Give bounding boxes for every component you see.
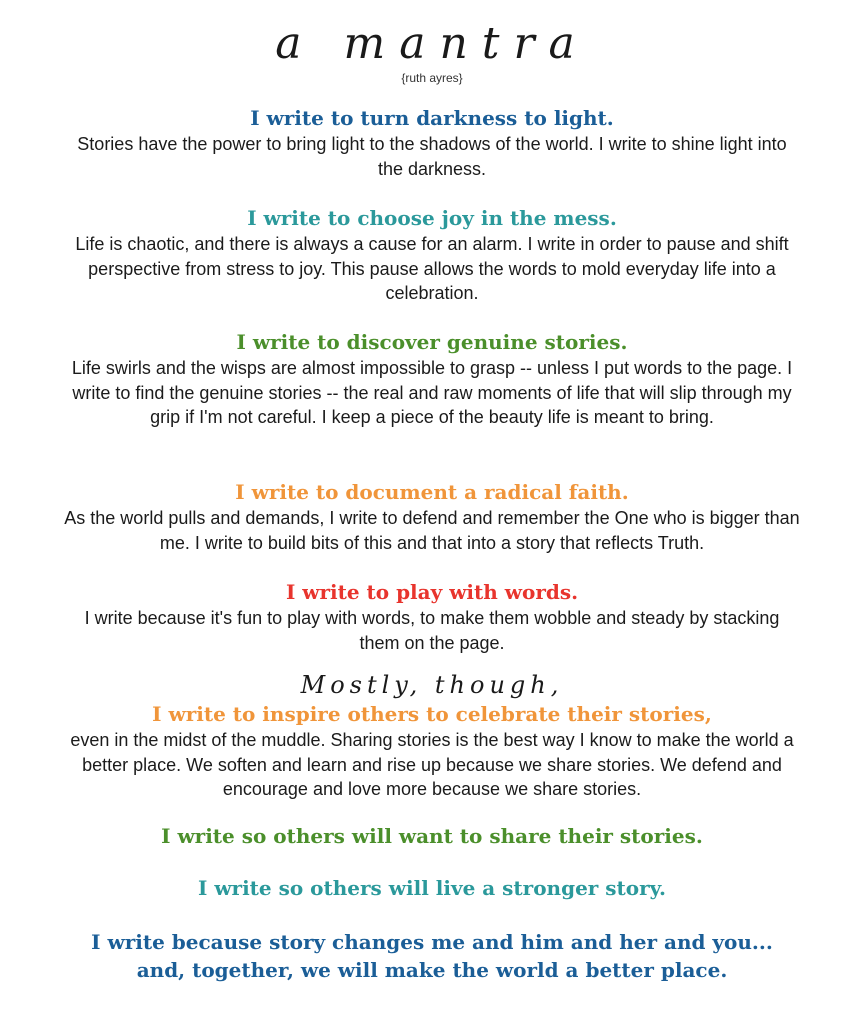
heading-radical-faith: I write to document a radical faith.	[235, 480, 629, 504]
body-darkness-to-light: Stories have the power to bring light to the shadows of the world. I write to shine light into the darkness.	[77, 134, 787, 179]
body-play-with-words: I write because it's fun to play with words, to make them wobble and steady by stacking them on the page.	[84, 608, 780, 653]
closing-story-changes-me: I write because story changes me and him and her and you...	[91, 930, 773, 954]
heading-genuine-stories: I write to discover genuine stories.	[236, 330, 628, 354]
heading-play-with-words: I write to play with words.	[285, 580, 579, 604]
body-genuine-stories: Life swirls and the wisps are almost impossible to grasp -- unless I put words to the page. I write to find the genuine stories -- the real and raw moments of life that will slip through my grip if I'm not careful. I keep a piece of the beauty life is meant to bring.	[71, 358, 793, 427]
page-title: a mantra	[275, 18, 589, 69]
mostly-though-script: Mostly, though,	[300, 671, 564, 699]
heading-inspire-others: I write to inspire others to celebrate their stories,	[152, 702, 712, 726]
heading-joy-in-mess: I write to choose joy in the mess.	[247, 206, 617, 230]
closing-better-place: and, together, we will make the world a better place.	[136, 958, 728, 982]
author-byline: {ruth ayres}	[401, 71, 463, 85]
closing-stronger-story: I write so others will live a stronger story.	[198, 876, 666, 900]
body-radical-faith: As the world pulls and demands, I write to defend and remember the One who is bigger than me. I write to build bits of this and that into a story that reflects Truth.	[64, 508, 800, 553]
heading-darkness-to-light: I write to turn darkness to light.	[250, 106, 614, 130]
closing-share-stories: I write so others will want to share their stories.	[161, 824, 703, 848]
body-joy-in-mess: Life is chaotic, and there is always a cause for an alarm. I write in order to pause and shift perspective from stress to joy. This pause allows the words to mold everyday life into a celebration.	[75, 234, 789, 303]
body-inspire-others: even in the midst of the muddle. Sharing stories is the best way I know to make the world a better place. We soften and learn and rise up because we share stories. We defend and encourage and love more because we share stories.	[70, 730, 794, 799]
